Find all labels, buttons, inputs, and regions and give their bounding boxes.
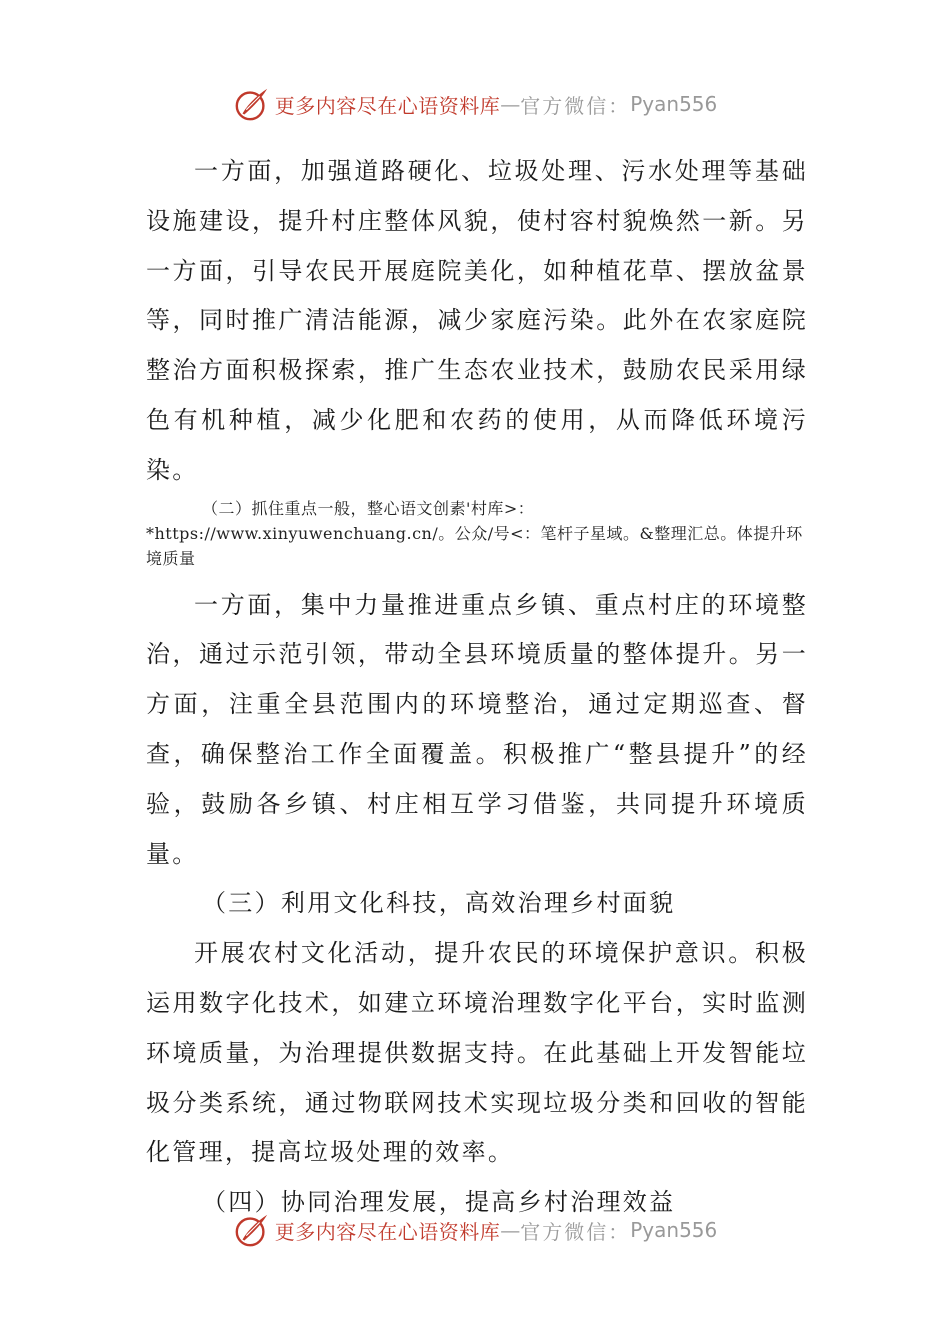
section-heading-2-with-watermark: （二）抓住重点一般，整心语文创素'村库>：*https://www.xinyuwenchuang.cn/。公众/号<：笔杆子星域。&整理汇总。体提升环境质量 [146, 498, 803, 568]
paragraph-3: 开展农村文化活动，提升农民的环境保护意识。积极运用数字化技术，如建立环境治理数字化平台，实时监测环境质量，为治理提供数据支持。在此基础上开发智能垃圾分类系统，通过物联网技术实现垃圾分类和回收的智能化管理，提高垃圾处理的效率。 [146, 939, 808, 1167]
section-heading-3: （三）利用文化科技，高效治理乡村面貌 [202, 889, 676, 918]
paragraph-2: 一方面，集中力量推进重点乡镇、重点村庄的环境整治，通过示范引领，带动全县环境质量的整体提升。另一方面，注重全县范围内的环境整治，通过定期巡查、督查，确保整治工作全面覆盖。积极推广“整县提升”的经验，鼓励各乡镇、村庄相互学习借鉴，共同提升环境质量。 [146, 590, 808, 868]
banner-wechat-label: 官方微信： [520, 1219, 631, 1244]
banner-wechat-label: 官方微信： [520, 93, 631, 118]
quill-logo-icon [233, 85, 271, 123]
section-heading-4: （四）协同治理发展，提高乡村治理效益 [202, 1188, 676, 1217]
header-watermark-banner [0, 84, 950, 124]
banner-wechat-id: Pyan556 [630, 92, 718, 116]
banner-brand-text: 更多内容尽在心语资料库 [274, 93, 501, 118]
banner-brand-text: 更多内容尽在心语资料库 [274, 1219, 501, 1244]
banner-dash: — [500, 1218, 521, 1242]
footer-watermark-banner [0, 1210, 950, 1250]
banner-wechat-id: Pyan556 [630, 1218, 718, 1242]
paragraph-1: 一方面，加强道路硬化、垃圾处理、污水处理等基础设施建设，提升村庄整体风貌，使村容村貌焕然一新。另一方面，引导农民开展庭院美化，如种植花草、摆放盆景等，同时推广清洁能源，减少家庭污染。此外在农家庭院整治方面积极探索，推广生态农业技术，鼓励农民采用绿色有机种植，减少化肥和农药的使用，从而降低环境污染。 [146, 157, 808, 484]
quill-logo-icon [233, 1211, 271, 1249]
document-body [146, 147, 808, 1228]
banner-dash: — [500, 92, 521, 116]
